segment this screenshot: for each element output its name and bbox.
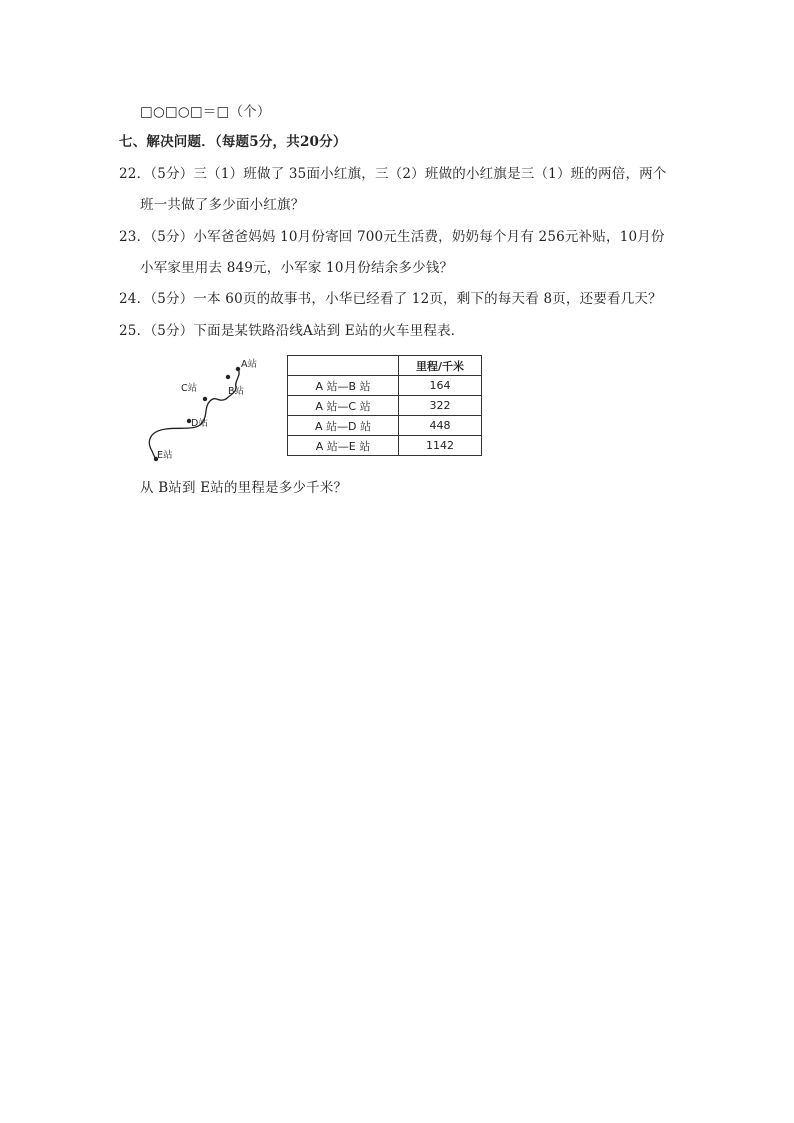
station-b-dot xyxy=(226,375,230,379)
station-a-label: A站 xyxy=(241,359,257,370)
section-note: （每题5分，共20分） xyxy=(214,134,347,150)
table-header-empty xyxy=(288,356,399,376)
table-cell-distance: 322 xyxy=(399,396,482,416)
table-header-row xyxy=(288,356,482,376)
railway-route-diagram xyxy=(138,355,278,465)
station-c-label: C站 xyxy=(181,383,198,394)
question-25-line-2: 从 B站到 E站的里程是多少千米？ xyxy=(140,480,348,496)
table-cell-distance: 1142 xyxy=(399,436,482,456)
mileage-table xyxy=(287,355,482,456)
railway-map xyxy=(138,355,278,465)
question-23-line-2: 小军家里用去 849元，小军家 10月份结余多少钱？ xyxy=(140,260,454,276)
table-row xyxy=(288,396,482,416)
section-title: 七、解决问题． xyxy=(119,134,215,150)
table-row xyxy=(288,376,482,396)
table-header-distance: 里程/千米 xyxy=(399,356,482,376)
station-d-label: D站 xyxy=(191,418,208,429)
station-e-label: E站 xyxy=(157,450,173,461)
table-cell-distance: 164 xyxy=(399,376,482,396)
table-row xyxy=(288,416,482,436)
station-c-dot xyxy=(203,397,207,401)
table-cell-route: A 站—E 站 xyxy=(288,436,399,456)
table-cell-distance: 448 xyxy=(399,416,482,436)
station-a-dot xyxy=(236,367,240,371)
station-b-label: B站 xyxy=(228,386,245,397)
question-22-line-1: 22．（5分）三（1）班做了 35面小红旗，三（2）班做的小红旗是三（1）班的两倍，两个 xyxy=(119,166,667,182)
table-cell-route: A 站—B 站 xyxy=(288,376,399,396)
table-row xyxy=(288,436,482,456)
question-25-line-1: 25．（5分）下面是某铁路沿线A站到 E站的火车里程表． xyxy=(119,323,465,339)
previous-answer-line: □○□○□＝□（个） xyxy=(140,104,271,120)
question-24-line-1: 24．（5分）一本 60页的故事书，小华已经看了 12页，剩下的每天看 8页，还要看几天？ xyxy=(119,291,662,307)
question-22-line-2: 班一共做了多少面小红旗？ xyxy=(140,197,305,213)
question-23-line-1: 23．（5分）小军爸爸妈妈 10月份寄回 700元生活费，奶奶每个月有 256元补贴，10月份 xyxy=(119,229,665,245)
section-heading xyxy=(119,132,347,152)
table-cell-route: A 站—C 站 xyxy=(288,396,399,416)
table-cell-route: A 站—D 站 xyxy=(288,416,399,436)
